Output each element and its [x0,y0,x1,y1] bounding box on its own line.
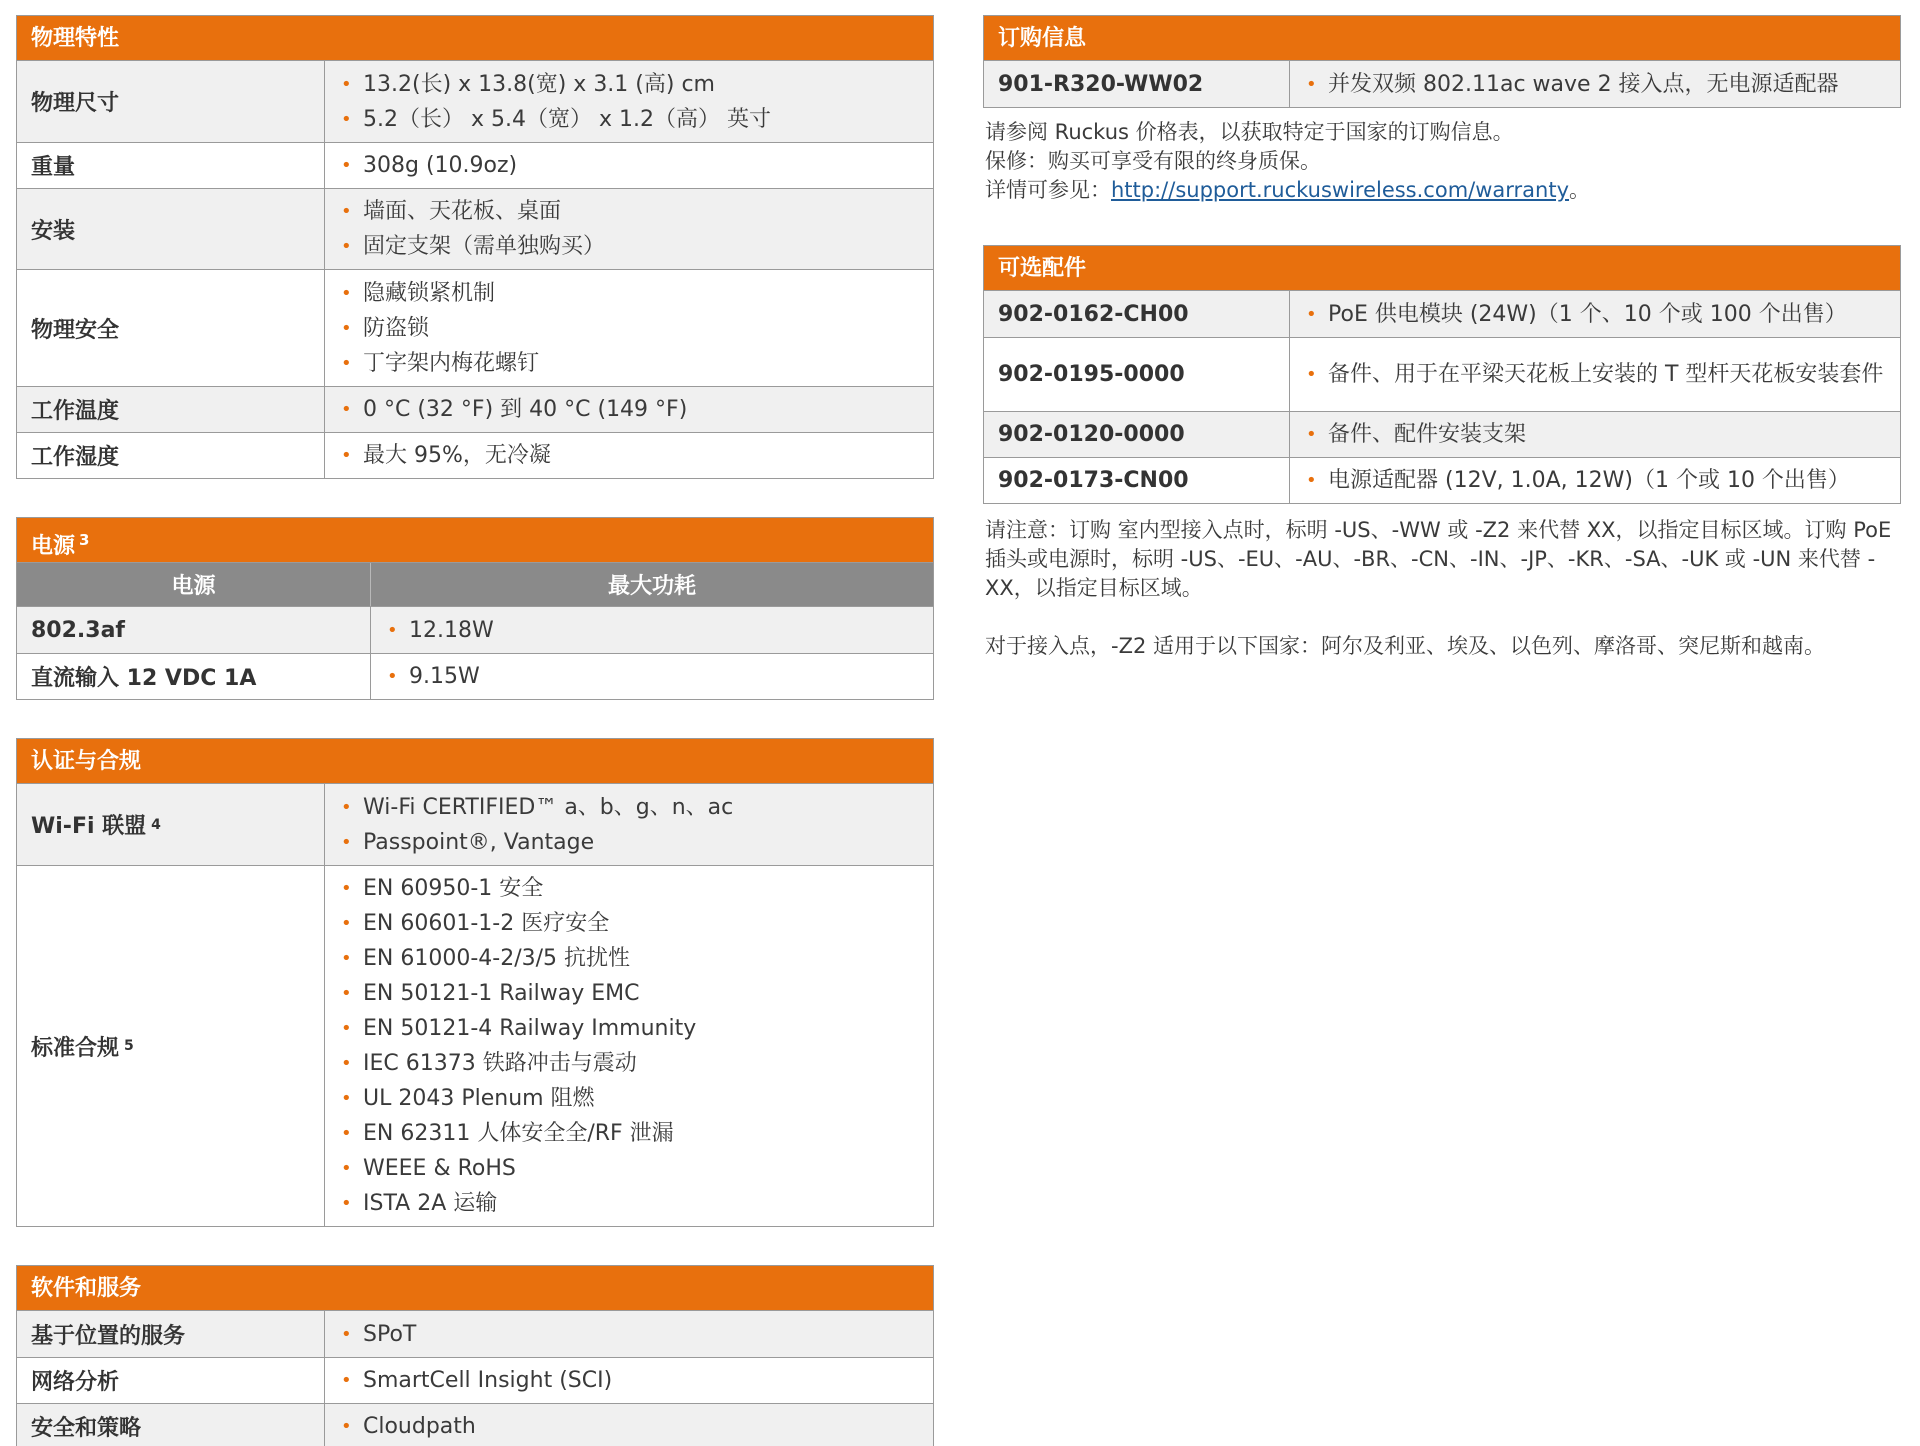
cert-value: • EN 60601-1-2 医疗安全 [339,906,923,941]
part-number: 902-0120-0000 [984,412,1290,457]
power-table-header [17,563,933,607]
spec-value: • 隐藏锁紧机制 [339,276,923,311]
spec-label: 安装 [17,189,325,269]
part-number: 902-0173-CN00 [984,458,1290,503]
footnote-marker: 3 [79,531,90,549]
cert-title: 认证与合规 [17,739,933,784]
cert-label [17,866,325,1226]
power-label: 802.3af [17,607,371,653]
ordering-notes [983,118,1901,205]
cert-value: • WEEE & RoHS [339,1151,923,1186]
right-column [983,15,1901,661]
cert-value: • EN 60950-1 安全 [339,871,923,906]
part-description: • 备件、用于在平梁天花板上安装的 T 型杆天花板安装套件 [1304,361,1890,388]
ordering-row [984,61,1900,107]
region-note: 请注意：订购 室内型接入点时，标明 -US、-WW 或 -Z2 来代替 XX，以指定目标区域。订购 PoE 插头或电源时，标明 -US、-EU、-AU、-BR、-CN、-IN、-JP、-KR、-SA、-UK 或 -UN 来代替 -XX，以指定目标区域。 [985,518,1892,600]
ordering-section [983,15,1901,108]
footnote-marker: 5 [124,1038,134,1054]
software-row-analytics [17,1357,933,1403]
cert-value: • UL 2043 Plenum 阻燃 [339,1081,923,1116]
warranty-note: 保修：购买可享受有限的终身质保。 [985,149,1321,173]
power-section [16,517,934,700]
warranty-link-line [985,176,1901,205]
accessories-notes [983,516,1901,661]
warranty-link-prefix: 详情可参见： [985,178,1111,202]
part-description: • PoE 供电模块 (24W)（1 个、10 个或 100 个出售） [1304,297,1890,332]
ordering-note: 请参阅 Ruckus 价格表，以获取特定于国家的订购信息。 [985,120,1514,144]
accessory-row [984,291,1900,337]
power-row-poe [17,607,933,653]
column-header-source: 电源 [17,563,371,606]
software-label: 基于位置的服务 [17,1311,325,1357]
spec-row-mounting [17,188,933,269]
physical-title: 物理特性 [17,16,933,61]
spec-value: • 丁字架内梅花螺钉 [339,346,923,381]
spec-value: • 防盗锁 [339,311,923,346]
software-value: • Cloudpath [339,1409,923,1444]
part-description: • 并发双频 802.11ac wave 2 接入点，无电源适配器 [1304,67,1890,102]
part-description: • 电源适配器 (12V, 1.0A, 12W)（1 个或 10 个出售） [1304,463,1890,498]
spec-row-dimensions [17,61,933,142]
software-value: • SPoT [339,1317,923,1352]
part-number: 902-0162-CH00 [984,291,1290,337]
cert-value: • ISTA 2A 运输 [339,1186,923,1221]
cert-value: • EN 61000-4-2/3/5 抗扰性 [339,941,923,976]
cert-label-text: 标准合规 [31,1035,120,1061]
spec-value: • 5.2（长） x 5.4（宽） x 1.2（高） 英寸 [339,102,923,137]
accessories-title: 可选配件 [984,246,1900,291]
spec-value: • 13.2(长) x 13.8(宽) x 3.1 (高) cm [339,67,923,102]
spec-label: 物理尺寸 [17,61,325,142]
software-row-policy [17,1403,933,1446]
cert-value: • IEC 61373 铁路冲击与震动 [339,1046,923,1081]
power-label: 直流输入 12 VDC 1A [17,654,371,699]
spec-value: • 最大 95%，无冷凝 [339,438,923,473]
cert-label [17,784,325,865]
power-row-dc [17,653,933,699]
warranty-link-suffix: 。 [1569,178,1591,202]
accessory-row [984,337,1900,411]
spec-label: 重量 [17,143,325,188]
cert-value: • EN 62311 人体安全全/RF 泄漏 [339,1116,923,1151]
spec-row-temperature [17,386,933,432]
software-row-location [17,1311,933,1357]
cert-row-wifi [17,784,933,865]
accessory-row [984,411,1900,457]
spec-row-security [17,269,933,386]
column-header-max-power: 最大功耗 [607,574,696,599]
power-title-text: 电源 [31,534,76,559]
spec-value: • 0 °C (32 °F) 到 40 °C (149 °F) [339,392,923,427]
power-value: • 9.15W [385,659,923,694]
spec-label: 物理安全 [17,270,325,386]
accessory-row [984,457,1900,503]
cert-row-standards [17,865,933,1226]
z2-note: 对于接入点，-Z2 适用于以下国家：阿尔及利亚、埃及、以色列、摩洛哥、突尼斯和越南。 [985,634,1825,658]
spec-row-humidity [17,432,933,478]
spec-label: 工作湿度 [17,433,325,478]
part-number: 901-R320-WW02 [984,61,1290,107]
accessories-section [983,245,1901,504]
left-column [16,15,934,1446]
software-title: 软件和服务 [17,1266,933,1311]
cert-value: • Passpoint®, Vantage [339,825,923,860]
software-label: 网络分析 [17,1358,325,1403]
part-description: • 备件、配件安装支架 [1304,417,1890,452]
software-section [16,1265,934,1446]
ordering-title: 订购信息 [984,16,1900,61]
software-label: 安全和策略 [17,1404,325,1446]
software-value: • SmartCell Insight (SCI) [339,1363,923,1398]
cert-label-text: Wi-Fi 联盟 [31,814,147,839]
warranty-link[interactable]: http://support.ruckuswireless.com/warranty [1111,178,1570,202]
spec-row-weight [17,142,933,188]
footnote-marker: 4 [151,816,161,833]
physical-section [16,15,934,479]
cert-section [16,738,934,1227]
part-number: 902-0195-0000 [984,338,1290,411]
cert-value: • EN 50121-1 Railway EMC [339,976,923,1011]
power-title [17,518,933,563]
spec-value: • 308g (10.9oz) [339,148,923,183]
cert-value: • Wi-Fi CERTIFIED™ a、b、g、n、ac [339,790,923,825]
spec-value: • 固定支架（需单独购买） [339,229,923,264]
cert-value: • EN 50121-4 Railway Immunity [339,1011,923,1046]
spec-value: • 墙面、天花板、桌面 [339,194,923,229]
power-value: • 12.18W [385,613,923,648]
spec-label: 工作温度 [17,387,325,432]
